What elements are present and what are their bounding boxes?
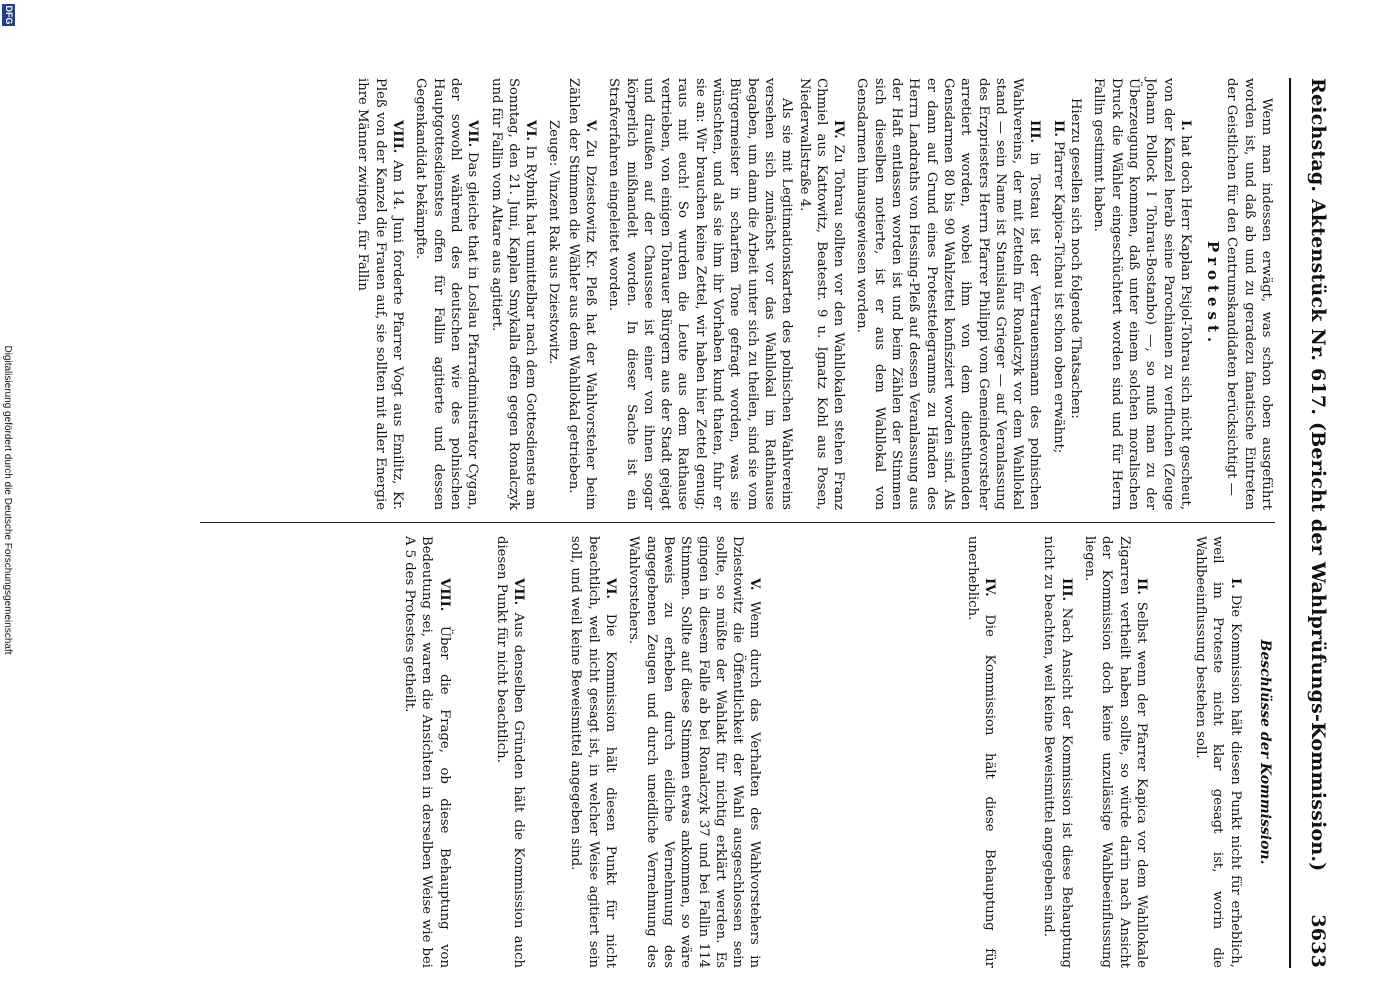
point-text: Selbst wenn der Pfarrer Kapica vor dem Wahllokale Zigarren vertheilt haben sollte, so würde darin nach Ansicht der Kommission doch keine unzulässige Wahlbeeinflussung liegen. <box>1081 536 1149 968</box>
protest-point-4-continued: Als sie mit Legitimationskarten des polnischen Wahlvereins versehen sich zunächst vor das Wahllokal im Rathhause begaben, um dann die Arbeit unter sich zu theilen, sind sie vom Bürgermeister in scharfem Tone gefragt worden, was sie wünschten, und als sie ihm ihr Vorhaben kund thaten, fuhr er sie an: Wir brauchen keine Zettel, wir haben hier Zettel genug; raus mit euch! So wurden die Leute aus dem Rathause vertrieben, von einigen Tohrauer Bürgern aus der Stadt gejagt und draußen auf der Chaussee ist einer von ihnen sogar körperlich mißhandelt worden. In dieser Sache ist ein Strafverfahren eingeleitet worden. <box>606 78 795 510</box>
point-number: II. <box>1050 120 1066 137</box>
point-text: Aus denselben Gründen hält die Kommission auch diesen Punkt für nicht beachtlich. <box>493 536 527 968</box>
resolution-4 <box>963 536 998 968</box>
point-number: VI. <box>523 120 539 141</box>
page-number: 3633 <box>1307 914 1329 968</box>
protest-point-8 <box>354 78 406 510</box>
point-number: VI. <box>603 578 619 599</box>
protest-point-7 <box>412 78 481 510</box>
point-number: III. <box>1058 578 1074 602</box>
resolution-8 <box>401 536 453 968</box>
point-number: I. <box>1177 120 1193 131</box>
point-text: Das gleiche that in Loslau Pfarradministrator Cygan, der sowohl während des deutschen wie des polnischen Hauptgottesdienstes offen für Fallin agitierte und dessen Gegenkandidat bekämpfte. <box>413 78 481 510</box>
point-text: Pfarrer Kapica-Tichau ist schon oben erwähnt; <box>1050 141 1066 454</box>
point-text: Nach Ansicht der Kommission ist diese Behauptung nicht zu beachten, weil keine Beweismittel angegeben sind. <box>1041 536 1074 968</box>
point-text: Wenn durch das Verhalten des Wahlvorstehers in Dziestowitz die Öffentlichkeit der Wahl ausgeschlossen sein sollte, so müßte der Wahlakt für nichtig erklärt werden. Es gingen in diesem Falle ab bei Ronalczyk 37 und bei Fallin 114 Stimmen. Sollte auf diese Stimmen etwas ankommen, so wäre Beweis zu erheben durch eidliche Vernehmung des angegebenen Zeugen und durch uneidliche Vernehmung des Wahlvorstehers. <box>626 536 763 968</box>
point-number: VII. <box>511 578 527 606</box>
header-rule <box>1289 78 1291 968</box>
protest-point-6 <box>487 78 539 510</box>
resolution-6 <box>567 536 619 968</box>
resolution-5 <box>625 536 763 968</box>
point-number: VII. <box>465 120 481 148</box>
protest-point-1 <box>1090 78 1194 510</box>
point-number: V. <box>583 120 599 133</box>
resolution-2 <box>1081 536 1150 968</box>
running-head-title: Reichstag. Aktenstück Nr. 617. (Bericht der Wahlprüfungs-Kommission.) <box>1307 78 1329 872</box>
point-text: Zu Tohrau sollten vor den Wahllokalen stehen Franz Chmiel aus Kattowitz, Beatestr. 9 u. Ignatz Kohl aus Posen, Niederwallstraße 4. <box>796 78 847 510</box>
point-number: V. <box>747 578 763 591</box>
point-number: VIII. <box>390 120 406 154</box>
point-text: Die Kommission hält diesen Punkt nicht für erheblich, weil im Proteste nicht klar gesagt ist, worin die Wahlbeeinflussung bestehen soll. <box>1193 536 1243 968</box>
point-text: Zu Dziestowitz Kr. Pleß hat der Wahlvorsteher beim Zählen der Stimmen die Wähler aus dem Wahllokal getrieben. <box>565 78 599 510</box>
point-number: II. <box>1133 578 1149 595</box>
point-text: in Tostau ist der Vertrauensmann des polnischen Wahlvereins, der mit Zetteln für Ronalczyk vor dem Wahllokal stand — sein Name ist Stanislaus Grieger — auf Veranlassung des Erzpriesters Herrn Pfarrer Philippi vom Gemeindevorsteher arretiert worden, wobei ihm von dem diensthuenden Gensdarmen 80 bis 90 Wahlzettel konfisziert worden sind. Als er dann auf Grund eines Protesttelegramms zu Händen des Herrn Landraths von Hessing-Pleß auf dessen Veranlassung aus der Haft entlassen worden ist und beim Zählen der Stimmen sich dieselben notierte, ist er aus dem Wahllokal von Gensdarmen hinausgewiesen worden. <box>854 78 1043 510</box>
point-number: IV. <box>831 120 847 139</box>
resolution-3 <box>1040 536 1075 968</box>
point-number: IV. <box>982 578 998 597</box>
protest-point-4 <box>795 78 847 510</box>
witness-line: Zeuge: Vinzent Rak aus Dziestowitz. <box>546 120 562 365</box>
point-text: hat doch Herr Kaplan Psijol-Tohrau sich nicht gescheut, von der Kanzel herab seine Parochianen zu verfluchen (Zeuge Johann Pollock I Tohrau-Bostanbo) —, so muß man zu der Überzeugung kommen, daß unter einem solchen moralischen Druck die Wähler eingeschüchtert worden sind und für Herrn Fallin gestimmt haben. <box>1091 78 1193 511</box>
protest-column <box>354 78 1275 510</box>
point-text: Am 14. Juni forderte Pfarrer Vogt aus Emilitz, Kr. Pleß von der Kanzel die Frauen auf, sie sollten mit aller Energie ihre Männer zwingen, für Fallin <box>355 78 406 510</box>
protest-transition: Hierzu gesellen sich noch folgende Thatsachen: <box>1068 98 1084 419</box>
point-text: Die Kommission hält diesen Punkt für nicht beachtlich, weil nicht gesagt ist, in welcher Weise agitiert sein soll, und weil keine Beweismittel angegeben sind. <box>568 536 619 968</box>
protest-heading: Protest. <box>1204 240 1223 348</box>
protest-point-3 <box>853 78 1043 510</box>
running-head <box>1301 78 1335 968</box>
point-number: III. <box>1027 120 1043 144</box>
point-text: Die Kommission hält diese Behauptung für unerheblich. <box>964 536 998 968</box>
point-text: In Rybnik hat unmittelbar nach dem Gottesdienste am Sonntag, den 21. Juni, Kaplan Smykalla offen gegen Ronalczyk und für Fallin vom Altare aus agitiert. <box>488 78 539 510</box>
protest-point-5 <box>564 78 599 510</box>
resolution-1 <box>1192 536 1244 968</box>
resolution-7 <box>493 536 528 968</box>
intro-paragraph: Wenn man indessen erwägt, was schon oben ausgeführt worden ist, und daß ab und zu geradezu fanatische Eintreten der Geistlichen für den Centrumskandidaten berücksichtigt — <box>1224 78 1274 510</box>
point-number: I. <box>1227 578 1243 589</box>
digitization-credit: Digitalisierung gefördert durch die Deutsche Forschungsgemeinschaft <box>2 345 13 655</box>
protest-point-2 <box>1049 78 1066 510</box>
point-number: VIII. <box>436 578 452 612</box>
resolutions-heading: Beschlüsse der Kommission. <box>1257 639 1273 865</box>
resolutions-column <box>401 536 1275 968</box>
point-text: Über die Frage, ob diese Behauptung von Bedeutung sei, waren die Ansichten in derselben Weise wie bei A 5 des Protestes getheilt. <box>401 536 452 968</box>
dfg-logo: DFG <box>4 5 14 25</box>
column-divider <box>200 522 1275 523</box>
